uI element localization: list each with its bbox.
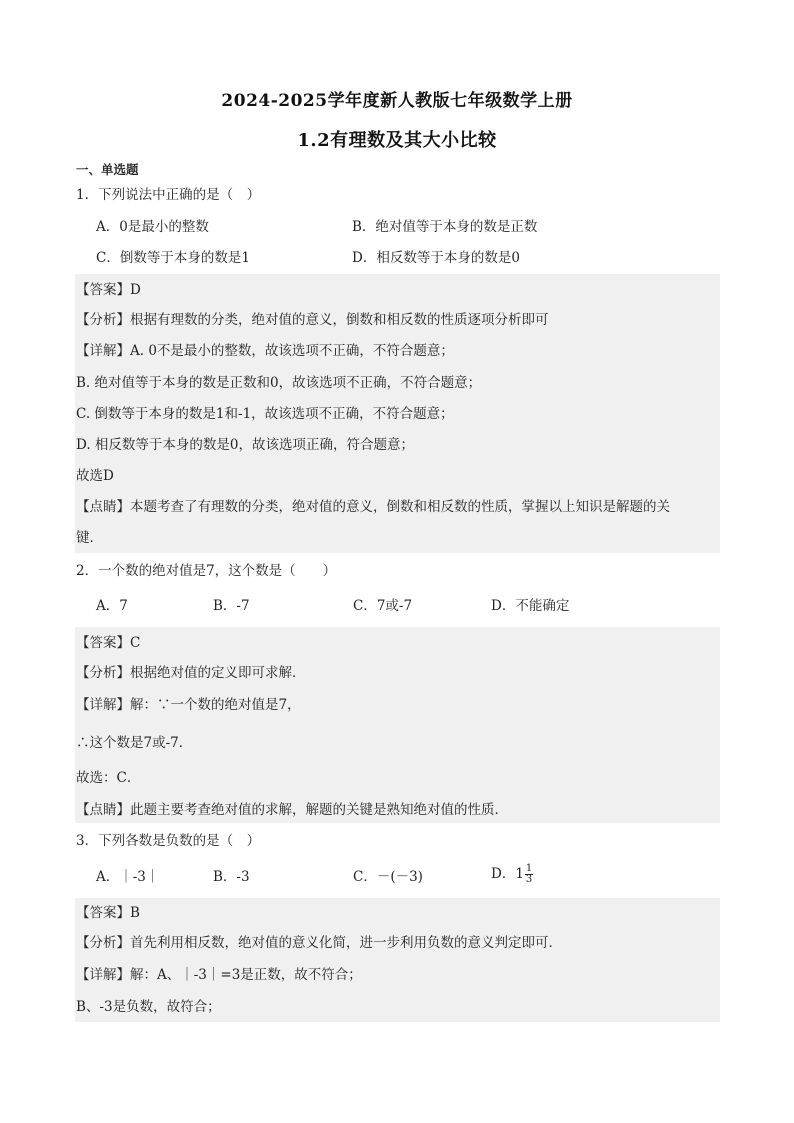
q1-stem: 1．下列说法中正确的是（ ） bbox=[76, 187, 261, 203]
q2-analysis: 【分析】根据绝对值的定义即可求解． bbox=[76, 665, 306, 681]
q2-choose: 故选：C． bbox=[76, 770, 141, 786]
q2-answer: 【答案】C bbox=[76, 635, 141, 651]
q1-option-c: C．倒数等于本身的数是1 bbox=[96, 250, 250, 266]
q3-detail-2: B、-3是负数，故符合； bbox=[76, 999, 221, 1015]
q1-option-b: B．绝对值等于本身的数是正数 bbox=[352, 219, 538, 235]
q3-option-b: B．-3 bbox=[213, 869, 250, 885]
q1-comment-1: 【点睛】本题考查了有理数的分类，绝对值的意义，倒数和相反数的性质，掌握以上知识是解题的关 bbox=[76, 499, 670, 515]
q1-option-d: D．相反数等于本身的数是0 bbox=[352, 250, 520, 266]
q1-analysis: 【分析】根据有理数的分类，绝对值的意义，倒数和相反数的性质逐项分析即可 bbox=[76, 312, 549, 328]
fraction-numerator: 1 bbox=[525, 863, 533, 874]
q1-detail-1: 【详解】A. 0不是最小的整数，故该选项不正确，不符合题意； bbox=[76, 343, 454, 359]
q3-option-d-fraction bbox=[525, 864, 533, 885]
q2-option-d: D．不能确定 bbox=[491, 598, 570, 614]
q3-analysis: 【分析】首先利用相反数，绝对值的意义化简，进一步利用负数的意义判定即可． bbox=[76, 935, 562, 951]
q2-option-a: A．7 bbox=[96, 598, 128, 614]
q1-comment-2: 键． bbox=[76, 530, 103, 546]
document-title: 2024-2025学年度新人教版七年级数学上册 bbox=[221, 91, 573, 111]
q1-detail-3: C. 倒数等于本身的数是1和-1，故该选项不正确，不符合题意； bbox=[76, 406, 454, 422]
fraction-denominator: 3 bbox=[525, 874, 533, 885]
q2-option-c: C．7或-7 bbox=[353, 598, 413, 614]
q1-option-a: A．0是最小的整数 bbox=[96, 219, 209, 235]
q2-comment: 【点睛】此题主要考查绝对值的求解，解题的关键是熟知绝对值的性质． bbox=[76, 802, 508, 818]
q1-detail-4: D. 相反数等于本身的数是0，故该选项正确，符合题意； bbox=[76, 437, 415, 453]
q3-option-c: C．－(－3) bbox=[353, 869, 423, 885]
q3-answer: 【答案】B bbox=[76, 905, 140, 921]
document-subtitle: 1.2有理数及其大小比较 bbox=[297, 130, 497, 151]
q1-choose: 故选D bbox=[76, 468, 114, 484]
q1-detail-2: B. 绝对值等于本身的数是正数和0，故该选项不正确，不符合题意； bbox=[76, 375, 482, 391]
q3-option-d-label: D．1 bbox=[491, 866, 524, 882]
q2-detail-2: ∴这个数是7或-7． bbox=[76, 735, 193, 751]
q3-option-d bbox=[491, 864, 533, 885]
q2-stem: 2．一个数的绝对值是7，这个数是（ ） bbox=[76, 563, 337, 579]
q2-option-b: B．-7 bbox=[213, 598, 250, 614]
section-heading: 一、单选题 bbox=[76, 162, 139, 177]
q3-stem: 3．下列各数是负数的是（ ） bbox=[76, 833, 261, 849]
q1-answer: 【答案】D bbox=[76, 282, 141, 298]
q3-option-a: A．｜-3｜ bbox=[96, 869, 160, 885]
q2-solution-band bbox=[75, 627, 720, 823]
q2-detail-1: 【详解】解：∵一个数的绝对值是7， bbox=[76, 697, 301, 713]
q3-detail-1: 【详解】解：A、｜-3｜=3是正数，故不符合； bbox=[76, 967, 362, 983]
